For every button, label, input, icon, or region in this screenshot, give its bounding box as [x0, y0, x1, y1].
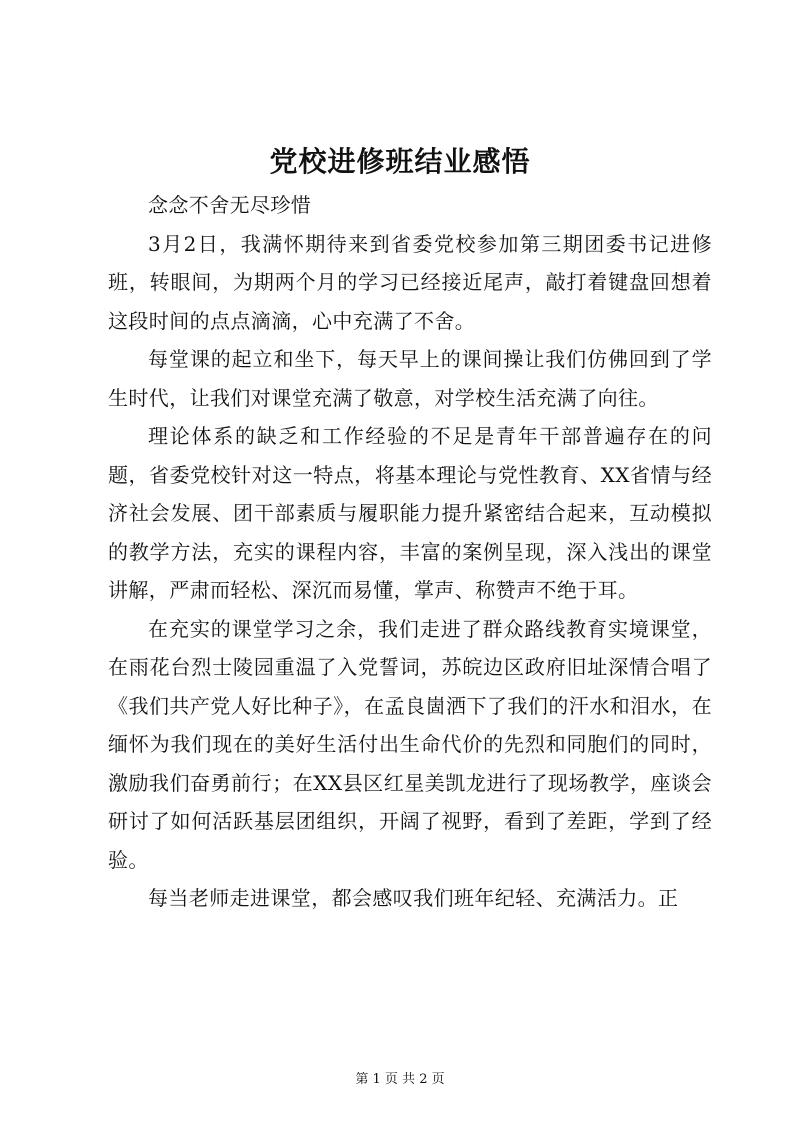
paragraph: 理论体系的缺乏和工作经验的不足是青年干部普遍存在的问题，省委党校针对这一特点，将基本理论与党性教育、XX省情与经济社会发展、团干部素质与履职能力提升紧密结合起来，互动模拟的教学方法，充实的课程内容，丰富的案例呈现，深入浅出的课堂讲解，严肃而轻松、深沉而易懂，掌声、称赞声不绝于耳。 — [108, 424, 712, 602]
document-body — [108, 186, 712, 918]
paragraph: 每当老师走进课堂，都会感叹我们班年纪轻、充满活力。正 — [148, 886, 679, 910]
paragraph: 在充实的课堂学习之余，我们走进了群众路线教育实境课堂，在雨花台烈士陵园重温了入党誓词，苏皖边区政府旧址深情合唱了《我们共产党人好比种子》，在孟良崮洒下了我们的汗水和泪水，在缅怀为我们现在的美好生活付出生命代价的先烈和同胞们的同时，激励我们奋勇前行；在XX县区红星美凯龙进行了现场教学，座谈会研讨了如何活跃基层团组织，开阔了视野，看到了差距，学到了经验。 — [108, 616, 712, 872]
paragraph: 每堂课的起立和坐下，每天早上的课间操让我们仿佛回到了学生时代，让我们对课堂充满了敬意，对学校生活充满了向往。 — [108, 347, 712, 410]
paragraph-subtitle: 念念不舍无尽珍惜 — [148, 193, 312, 217]
document-title: 党校进修班结业感悟 — [269, 145, 531, 178]
paragraph: 3月2日，我满怀期待来到省委党校参加第三期团委书记进修班，转眼间，为期两个月的学习已经接近尾声，敲打着键盘回想着这段时间的点点滴滴，心中充满了不舍。 — [108, 231, 712, 333]
page-number-footer: 第 1 页 共 2 页 — [355, 1072, 445, 1087]
